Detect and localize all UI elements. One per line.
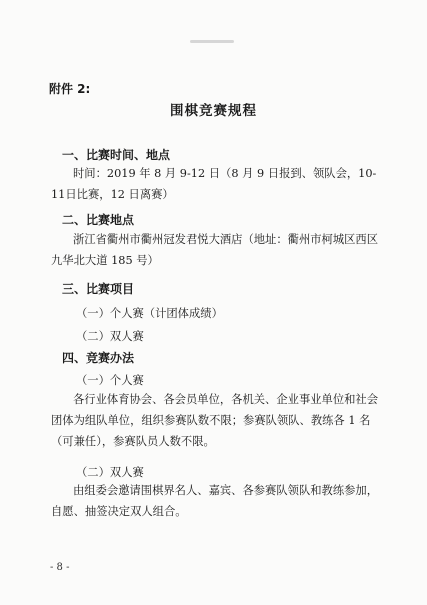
section-2-heading: 二、比赛地点	[62, 213, 135, 227]
section-2-text: 浙江省衢州市衢州冠发君悦大酒店（地址：衢州市柯城区西区九华北大道 185 号）	[51, 233, 379, 267]
section-3-heading: 三、比赛项目	[62, 282, 135, 296]
section-1-text: 时间：2019 年 8 月 9-12 日（8 月 9 日报到、领队会，10-11日比赛，12 日离赛）	[51, 167, 377, 201]
section-1-heading: 一、比赛时间、地点	[62, 148, 171, 162]
section-3-item-1: （一）个人赛（计团体成绩）	[76, 307, 223, 320]
section-3-item-2: （二）双人赛	[76, 330, 144, 343]
section-4-sub-2: （二）双人赛	[76, 466, 144, 479]
section-4-heading: 四、竞赛办法	[62, 351, 135, 365]
document-title: 围棋竞赛规程	[170, 103, 257, 119]
section-4-sub-1: （一）个人赛	[76, 374, 144, 387]
faint-header-mark	[190, 40, 234, 43]
section-4-text-2: 由组委会邀请围棋界名人、嘉宾、各参赛队领队和教练参加，自愿、抽签决定双人组合。	[51, 484, 379, 518]
page-number: - 8 -	[50, 562, 70, 573]
section-4-text-1: 各行业体育协会、各会员单位，各机关、企业事业单位和社会团体为组队单位，组织参赛队数不限；参赛队领队、教练各 1 名（可兼任），参赛队员人数不限。	[51, 393, 379, 448]
attachment-label: 附件 2:	[49, 82, 91, 96]
